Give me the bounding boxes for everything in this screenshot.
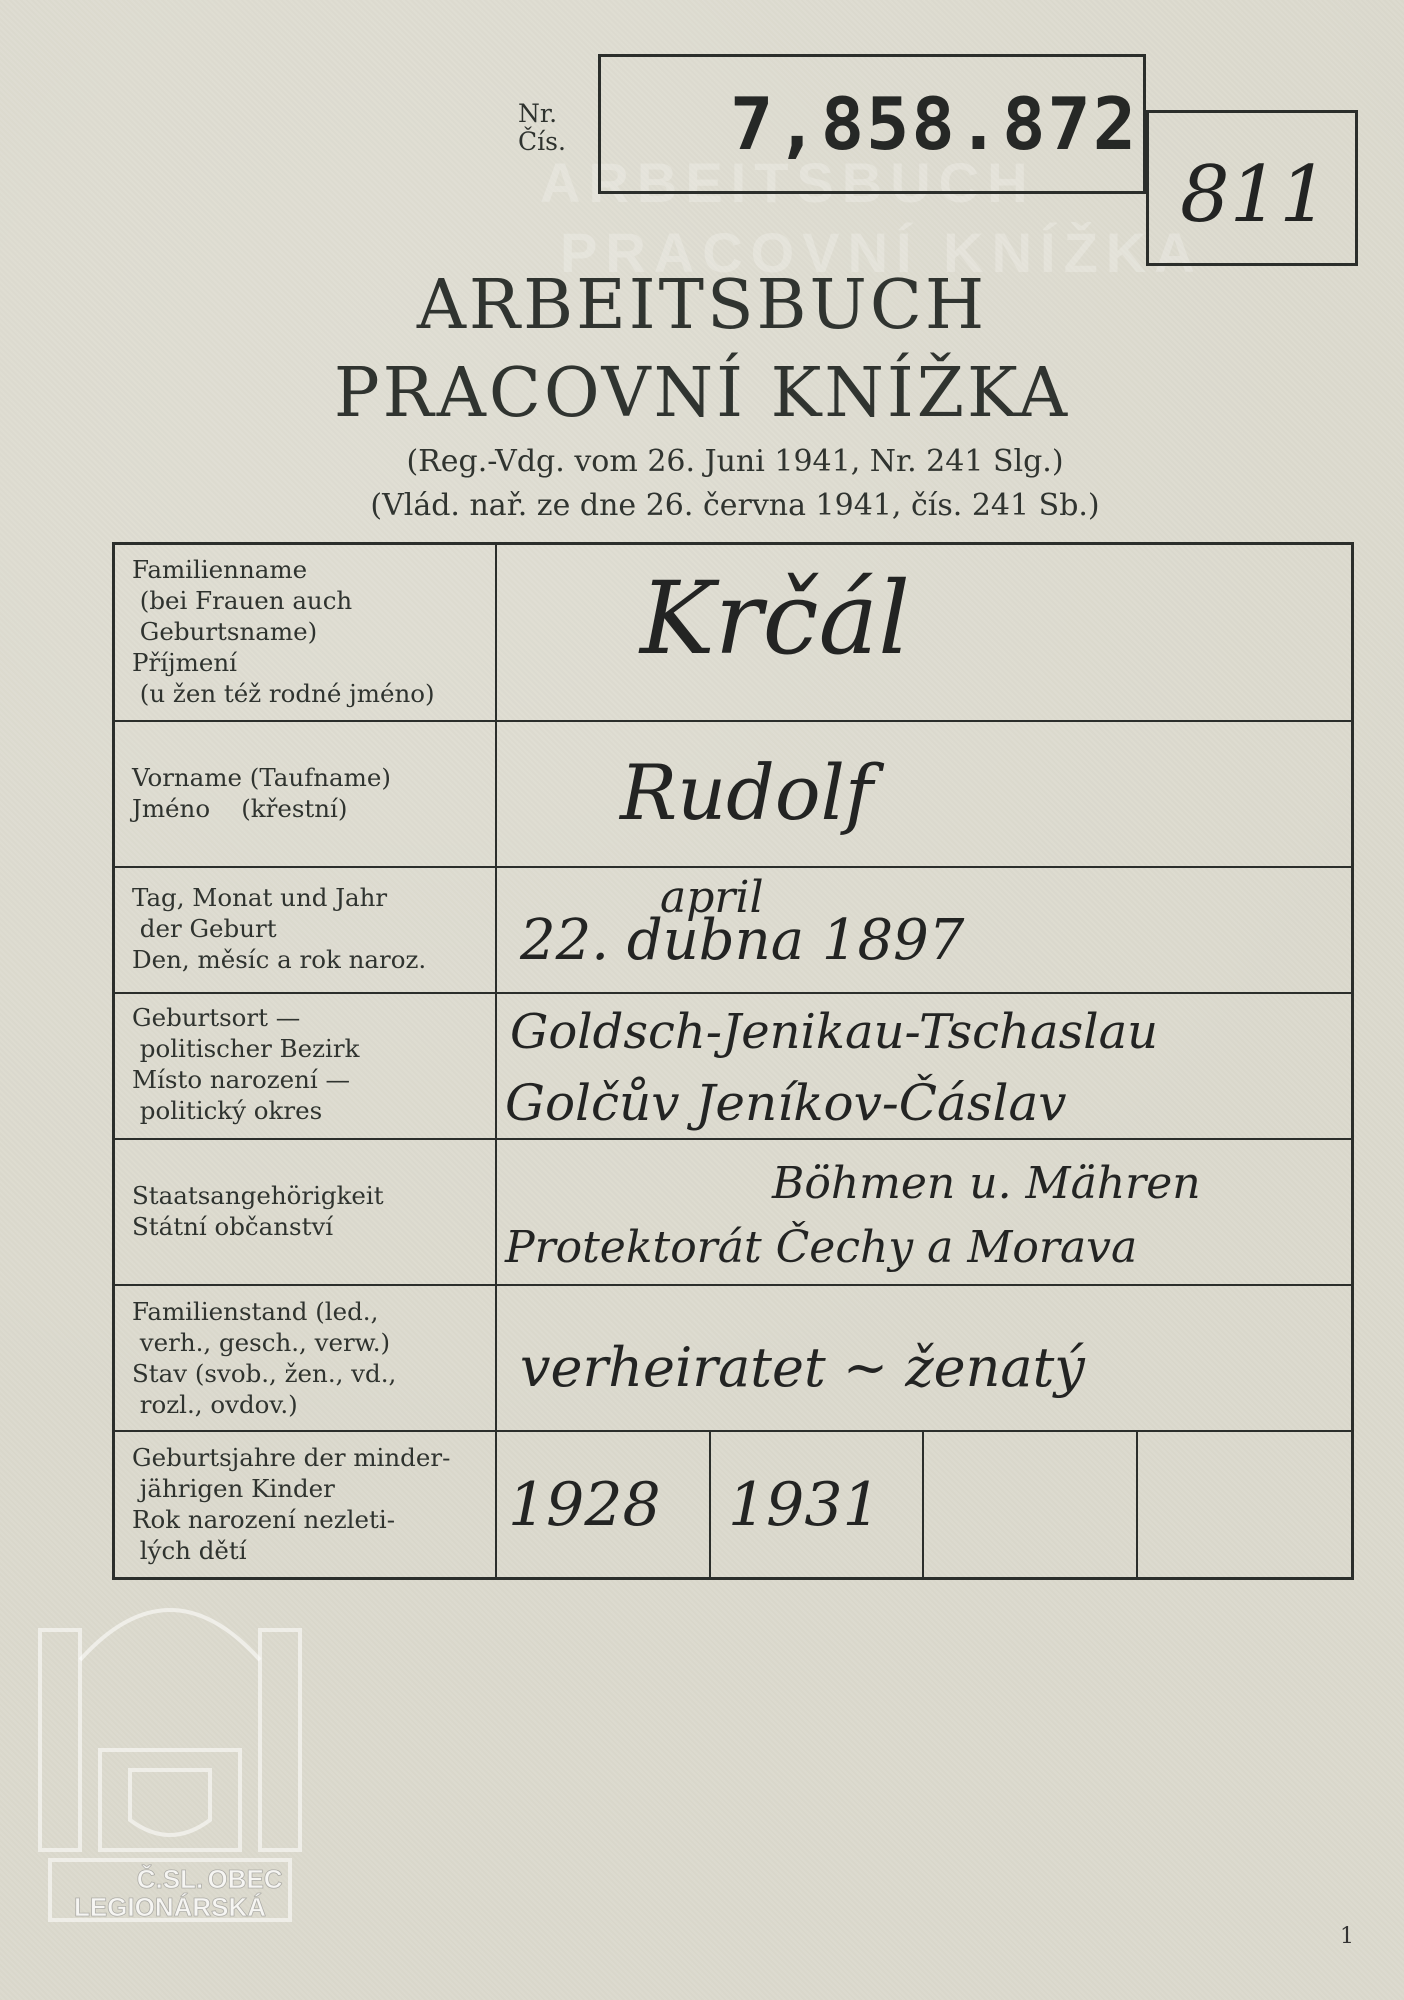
label-first-name: Vorname (Taufname) Jméno (křestní) — [132, 763, 391, 823]
row-divider — [112, 720, 1354, 722]
value-citizenship-german: Böhmen u. Mähren — [772, 1158, 1201, 1209]
label-citizenship: Staatsangehörigkeit Státní občanství — [132, 1181, 384, 1241]
seal-text-obec: OBEC — [207, 1864, 283, 1894]
legion-seal-stamp — [30, 1570, 310, 1930]
page-number: 1 — [1340, 1924, 1354, 1949]
label-family-name: Familienname (bei Frauen auch Geburtsname) Příjmení (u žen též rodné jméno) — [132, 555, 435, 708]
children-col-divider — [709, 1430, 711, 1580]
regulation-czech: (Vlád. nař. ze dne 26. června 1941, čís. 241 Sb.) — [370, 488, 1100, 523]
seal-text-bottom: LEGIONÁRSKÁ — [73, 1892, 267, 1922]
value-citizenship-czech: Protektorát Čechy a Morava — [505, 1222, 1138, 1273]
table-column-divider — [495, 542, 497, 1580]
value-birth-place-german: Goldsch-Jenikau-Tschaslau — [510, 1004, 1159, 1060]
row-divider — [112, 1138, 1354, 1140]
value-child-year-1: 1928 — [508, 1470, 661, 1540]
row-divider — [112, 992, 1354, 994]
value-child-year-2: 1931 — [728, 1470, 881, 1540]
regulation-german: (Reg.-Vdg. vom 26. Juni 1941, Nr. 241 Slg.) — [406, 444, 1064, 479]
value-birth-month-german: april — [660, 872, 764, 923]
nr-text: Nr. — [518, 99, 558, 128]
value-first-name: Rudolf — [620, 748, 874, 837]
row-divider — [112, 866, 1354, 868]
seal-text-top: Č.SL. — [136, 1864, 204, 1894]
book-number: 7,858.872 — [730, 82, 1139, 166]
value-family-name: Krčál — [640, 560, 911, 677]
nr-label — [518, 100, 566, 156]
value-birth-date: 22. dubna 1897 — [520, 908, 965, 973]
children-col-divider — [1136, 1430, 1138, 1580]
cis-text: Čís. — [518, 127, 566, 156]
label-birth-place: Geburtsort — politischer Bezirk Místo narození — politický okres — [132, 1003, 360, 1125]
title-arbeitsbuch: ARBEITSBUCH — [416, 266, 988, 345]
row-divider — [112, 1284, 1354, 1286]
label-children-birth-years: Geburtsjahre der minder- jährigen Kinder Rok narození nezleti- lých dětí — [132, 1443, 451, 1565]
title-pracovni-knizka: PRACOVNÍ KNÍŽKA — [333, 354, 1071, 433]
value-marital-status: verheiratet ~ ženatý — [520, 1336, 1085, 1399]
label-birth-date: Tag, Monat und Jahr der Geburt Den, měsíc a rok naroz. — [132, 883, 427, 974]
side-number: 811 — [1180, 150, 1329, 240]
value-birth-place-czech: Golčův Jeníkov-Čáslav — [505, 1074, 1067, 1132]
row-divider — [112, 1430, 1354, 1432]
children-col-divider — [922, 1430, 924, 1580]
watermark-arbeitsbuch: ARBEITSBUCH — [540, 151, 1036, 214]
watermark-pracovni-knizka: PRACOVNÍ KNÍŽKA — [560, 221, 1203, 284]
label-marital-status: Familienstand (led., verh., gesch., verw.) Stav (svob., žen., vd., rozl., ovdov.) — [132, 1297, 397, 1419]
